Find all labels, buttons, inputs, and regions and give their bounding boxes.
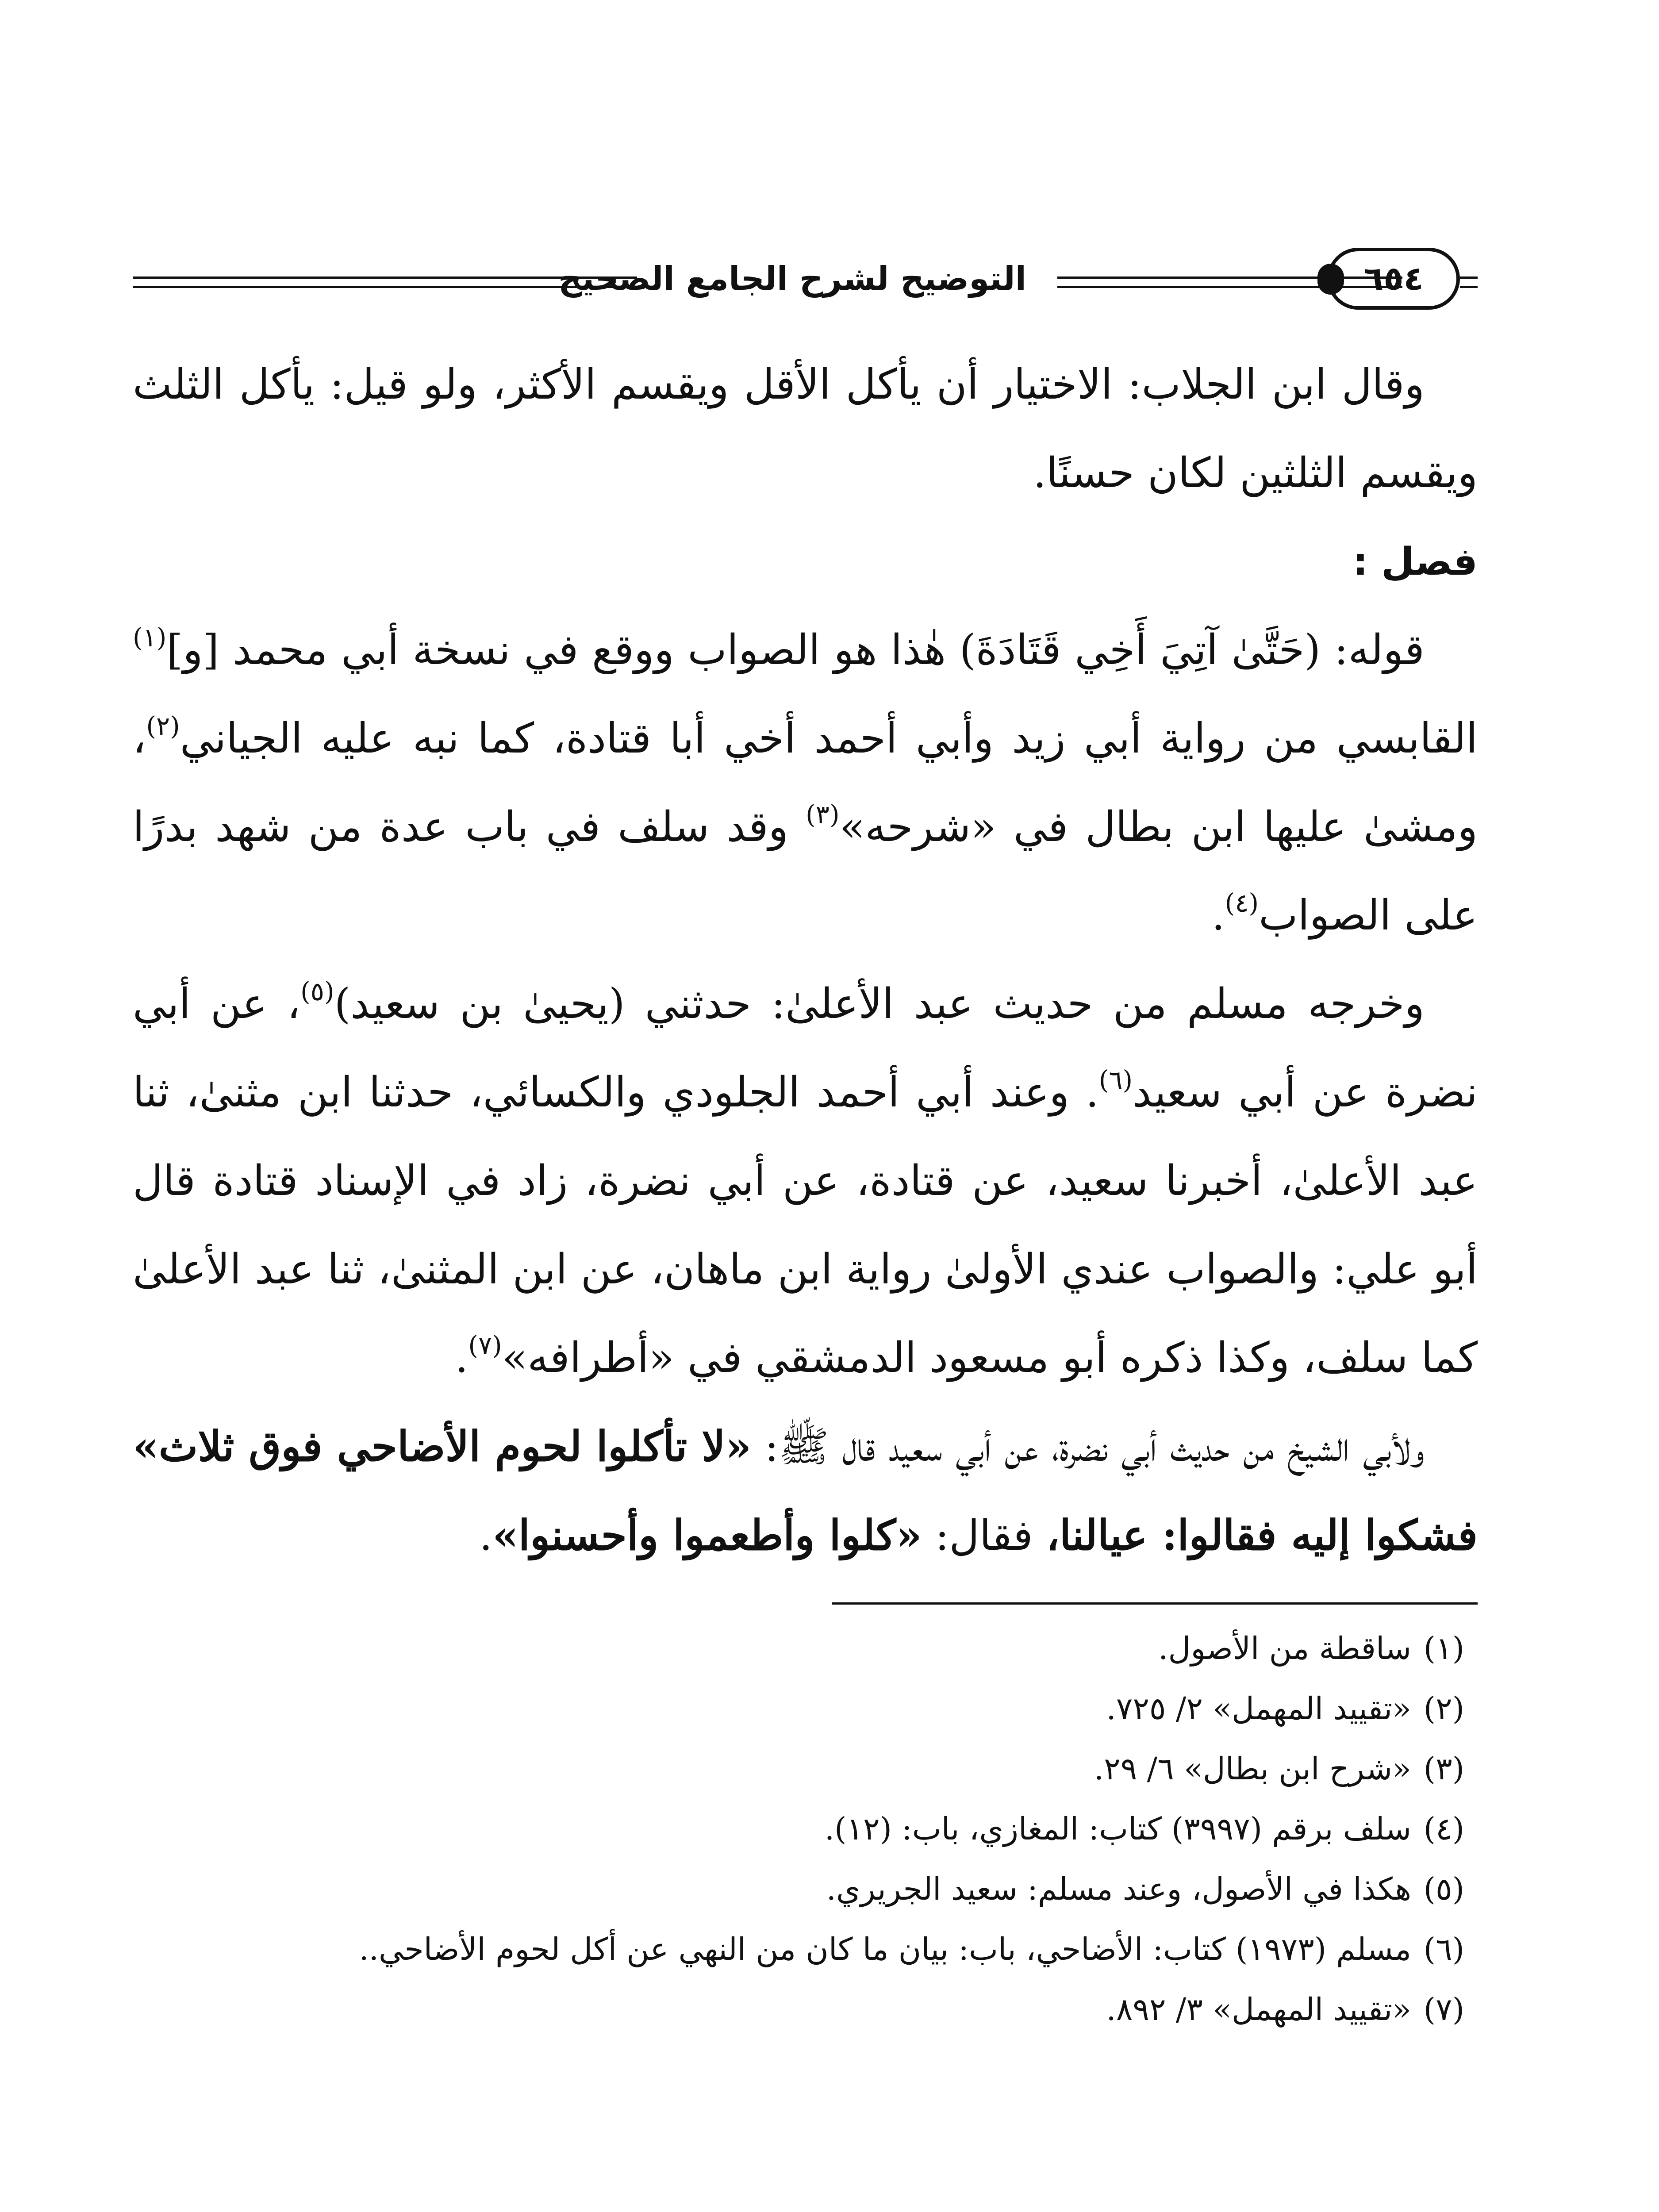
document-page	[133, 239, 1478, 2043]
footnote-text: «تقييد المهمل» ٣/ ٨٩٢.	[1106, 1991, 1411, 2028]
paragraph-4	[133, 1402, 1478, 1580]
paragraph-2-text-c: ، ومشىٰ عليها ابن بطال في «شرحه»	[133, 714, 1478, 851]
paragraph-2	[133, 606, 1478, 960]
footnote-number: (١)	[1423, 1630, 1464, 1667]
footnote-7	[133, 1983, 1478, 2035]
paragraph-2-text-b: القابسي من رواية أبي زيد وأبي أحمد أخي أبا قتادة، كما نبه عليه الجياني	[180, 714, 1478, 763]
paragraph-3-text-c: . وعند أبي أحمد الجلودي والكسائي، حدثنا ابن مثنىٰ، ثنا عبد الأعلىٰ، أخبرنا سعيد، عن قتادة، عن أبي نضرة، زاد في الإسناد قتادة قال أبو علي: والصواب عندي الأولىٰ رواية ابن ماهان، عن ابن المثنىٰ، ثنا عبد الأعلىٰ كما سلف، وكذا ذكره أبو مسعود الدمشقي في «أطرافه»	[133, 1068, 1478, 1382]
footnote-text: هكذا في الأصول، وعند مسلم: سعيد الجريري.	[826, 1871, 1411, 1907]
main-text	[133, 341, 1478, 1580]
footnote-4	[133, 1803, 1478, 1855]
paragraph-2-text-d: وقد سلف في باب عدة من شهد بدرًا على الصواب	[133, 803, 1478, 940]
footnote-separator	[832, 1602, 1478, 1605]
footnote-number: (٧)	[1423, 1991, 1464, 2028]
paragraph-4-text-c: .	[479, 1512, 493, 1560]
paragraph-2-text-a: قوله: (حَتَّىٰ آتِيَ أَخِي قَتَادَةَ) هٰذا هو الصواب ووقع في نسخة أبي محمد [و]	[166, 626, 1425, 674]
header-rule-right	[1460, 276, 1478, 288]
footnote-text: ساقطة من الأصول.	[1158, 1630, 1411, 1667]
footnote-ref-4[interactable]: (٤)	[1225, 888, 1259, 918]
footnote-5	[133, 1863, 1478, 1915]
page-number-badge: ٦٥٤	[1327, 248, 1460, 310]
paragraph-1-line-1: وقال ابن الجلاب: الاختيار أن يأكل الأقل ويقسم الأكثر، ولو	[423, 361, 1425, 409]
paragraph-1-line-2: قيل: يأكل الثلث ويقسم الثلثين لكان حسنًا.	[133, 361, 1478, 497]
paragraph-4-text-a: ولأبي الشيخ من حديث أبي نضرة، عن أبي سعيد قال ﷺ:	[751, 1423, 1425, 1471]
footnotes-section	[133, 1622, 1478, 2035]
footnote-2	[133, 1682, 1478, 1735]
footnote-ref-2[interactable]: (٢)	[146, 711, 180, 741]
footnote-1	[133, 1622, 1478, 1674]
footnote-number: (٣)	[1423, 1751, 1464, 1787]
footnote-number: (٤)	[1423, 1811, 1464, 1847]
footnote-ref-6[interactable]: (٦)	[1098, 1065, 1133, 1095]
page-header	[133, 239, 1478, 323]
footnote-number: (٦)	[1423, 1931, 1464, 1967]
paragraph-3-text-d: .	[455, 1334, 469, 1382]
footnote-6	[133, 1923, 1478, 1975]
hadith-quote-2: «كلوا وأطعموا وأحسنوا»	[492, 1511, 922, 1560]
footnote-ref-3[interactable]: (٣)	[806, 799, 840, 830]
footnote-3	[133, 1743, 1478, 1795]
running-title: التوضيح لشرح الجامع الصحيح	[558, 260, 1026, 298]
footnote-ref-7[interactable]: (٧)	[468, 1330, 502, 1360]
hadith-quote-1: «لا تأكلوا لحوم الأضاحي فوق ثلاث» فشكوا إليه فقالوا: عيالنا،	[133, 1422, 1478, 1560]
footnote-ref-1[interactable]: (١)	[133, 622, 167, 653]
section-heading: فصل :	[1352, 540, 1478, 584]
footnote-number: (٢)	[1423, 1690, 1464, 1727]
paragraph-1	[133, 341, 1478, 518]
footnote-ref-5[interactable]: (٥)	[300, 976, 334, 1006]
footnote-text: «تقييد المهمل» ٢/ ٧٢٥.	[1106, 1690, 1411, 1727]
footnote-text: «شرح ابن بطال» ٦/ ٢٩.	[1094, 1751, 1411, 1787]
paragraph-3	[133, 960, 1478, 1402]
paragraph-3-text-a: وخرجه مسلم من حديث عبد الأعلىٰ: حدثني (يحيىٰ بن سعيد)	[334, 980, 1425, 1028]
paragraph-3-text-b: ، عن أبي نضرة عن أبي سعيد	[133, 980, 1478, 1117]
footnote-text: سلف برقم (٣٩٩٧) كتاب: المغازي، باب: (١٢).	[824, 1811, 1411, 1847]
footnote-text: مسلم (١٩٧٣) كتاب: الأضاحي، باب: بيان ما كان من النهي عن أكل لحوم الأضاحي..	[359, 1931, 1411, 1967]
footnote-number: (٥)	[1423, 1871, 1464, 1907]
paragraph-4-text-b: فقال:	[922, 1512, 1046, 1560]
paragraph-2-text-e: .	[1211, 891, 1225, 940]
